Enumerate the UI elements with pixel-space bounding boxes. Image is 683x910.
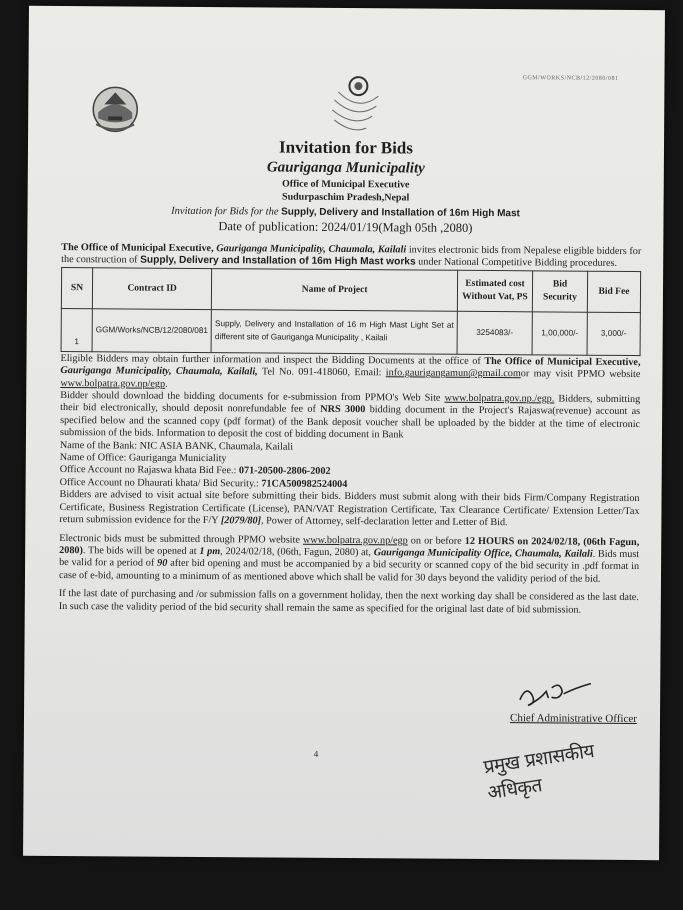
egp-website-link[interactable]: www.bolpatra.gov.np./egp.	[444, 392, 555, 405]
document-title: Invitation for Bids	[279, 137, 413, 158]
header-bid-fee: Bid Fee	[587, 271, 640, 312]
cell-sn: 1	[61, 308, 92, 351]
bank-name: Name of the Bank: NIC ASIA BANK, Chaumala, Kailali	[59, 439, 294, 453]
office-name: Office of Municipal Executive	[281, 178, 410, 191]
office-name-line: Name of Office: Gauriganga Municiality	[59, 452, 227, 465]
obtain-documents-paragraph: Eligible Bidders may obtain further information and inspect the Bidding Documents at the office of The Office of Municipal Executive, Gauriganga Municipality, Chaumala, Kailali, Tel No. 091-418060, Email: info.gaurigangamun@gmail.comor may visit PPMO website www.bolpatra.gov.np/egp.	[60, 352, 641, 390]
signatory-title: Chief Administrative Officer	[509, 712, 637, 726]
header-estimated-cost: Estimated cost Without Vat, PS	[457, 270, 532, 312]
cell-project-name: Supply, Delivery and Installation of 16 m High Mast Light Set at different site of Gauriganga Municipality , Kailali	[211, 309, 457, 354]
municipality-logo-icon	[318, 72, 388, 140]
document-page	[23, 6, 665, 860]
rajaswa-account: Office Account no Rajaswa khata Bid Fee.: 071-20500-2806-2002	[59, 464, 331, 478]
cell-estimated-cost: 3254083/-	[457, 311, 532, 355]
official-stamp: प्रमुख प्रशासकीय अधिकृत	[482, 739, 596, 805]
reference-number: GGM/WORKS/NCB/12/2080/081	[522, 75, 619, 82]
organization-name: Gauriganga Municipality	[266, 159, 425, 177]
document-header	[27, 136, 664, 237]
document-body	[59, 242, 642, 617]
province-name: Sudurpaschim Pradesh,Nepal	[281, 191, 410, 204]
header-contract-id: Contract ID	[92, 268, 212, 310]
publication-date: Date of publication: 2024/01/19(Magh 05th ,2080)	[218, 219, 473, 235]
page-number: 4	[313, 748, 319, 759]
site-visit-paragraph: Bidders are advised to visit actual site before submitting their bids. Bidders must submit along with their bids Firm/Company Registration Certificate, Business Registration Certificate (License), PAN/VAT Registration Certificate, Tax Clearance Certificate/ Extension Letter/Tax return submission evidence for the F/Y [2079/80], Power of Attorney, self-declaration letter and Letter of Bid.	[59, 489, 640, 529]
ppmo-website-link[interactable]: www.bolpatra.gov.np/egp	[60, 377, 166, 390]
header-project-name: Name of Project	[212, 268, 458, 311]
cell-bid-fee: 3,000/-	[587, 312, 640, 355]
dhaurati-account: Office Account no Dhaurati khata/ Bid Security.: 71CA500982524004	[59, 476, 348, 490]
bids-table	[61, 267, 642, 356]
email-link[interactable]: info.gaurigangamun@gmail.com	[385, 367, 521, 380]
table-header-row	[61, 267, 640, 312]
submission-paragraph: Electronic bids must be submitted through PPMO website www.bolpatra.gov.np/egp on or before 12 HOURS on 2024/02/18, (06th Fagun, 2080). The bids will be opened at 1 pm, 2024/02/18, (06th, Fagun, 2080) at, Gauriganga Municipality Office, Chaumala, Kailali. Bids must be valid for a period of 90 after bid opening and must be accompanied by a bid security or scanned copy of the bid security in .pdf format in case of e-bid, amounting to a minimum of as mentioned above which shall be valid for 30 days beyond the validity period of the bid.	[58, 532, 640, 585]
nepal-emblem-icon	[88, 82, 142, 136]
holiday-paragraph: If the last date of purchasing and /or submission falls on a government holiday, then the next working day shall be considered as the last date. In such case the validity period of the bid security shall remain the same as specified for the original last date of bid submission.	[58, 588, 639, 616]
table-row	[61, 308, 640, 355]
bid-purpose: Invitation for Bids for the Supply, Delivery and Installation of 16m High Mast	[171, 205, 520, 220]
intro-paragraph: The Office of Municipal Executive, Gauriganga Municipality, Chaumala, Kailali invites electronic bids from Nepalese eligible bidders for the construction of Supply, Delivery and Installation of 16m High Mast works under National Competitive Bidding procedures.	[61, 242, 642, 270]
header-bid-security: Bid Security	[532, 271, 587, 312]
cell-bid-security: 1,00,000/-	[532, 312, 587, 355]
cell-contract-id: GGM/Works/NCB/12/2080/081	[92, 309, 212, 353]
handwritten-signature-icon	[512, 677, 592, 714]
header-sn: SN	[61, 267, 92, 308]
egpon-website-link[interactable]: www.bolpatra.gov.np/egp	[302, 534, 408, 546]
download-paragraph: Bidder should download the bidding documents for e-submission from PPMO's Web Site www.bolpatra.gov.np./egp. Bidders, submitting their bid electronically, should deposit nonrefundable fee of NRS 3000 bidding document in the Project's Rajaswa(revenue) account as specified below and the scanned copy (pdf format) of the Bank deposit voucher shall be uploaded by the bidder at the time of electronic submission of the bids. Information to deposit the cost of bidding document in Bank	[59, 390, 641, 441]
